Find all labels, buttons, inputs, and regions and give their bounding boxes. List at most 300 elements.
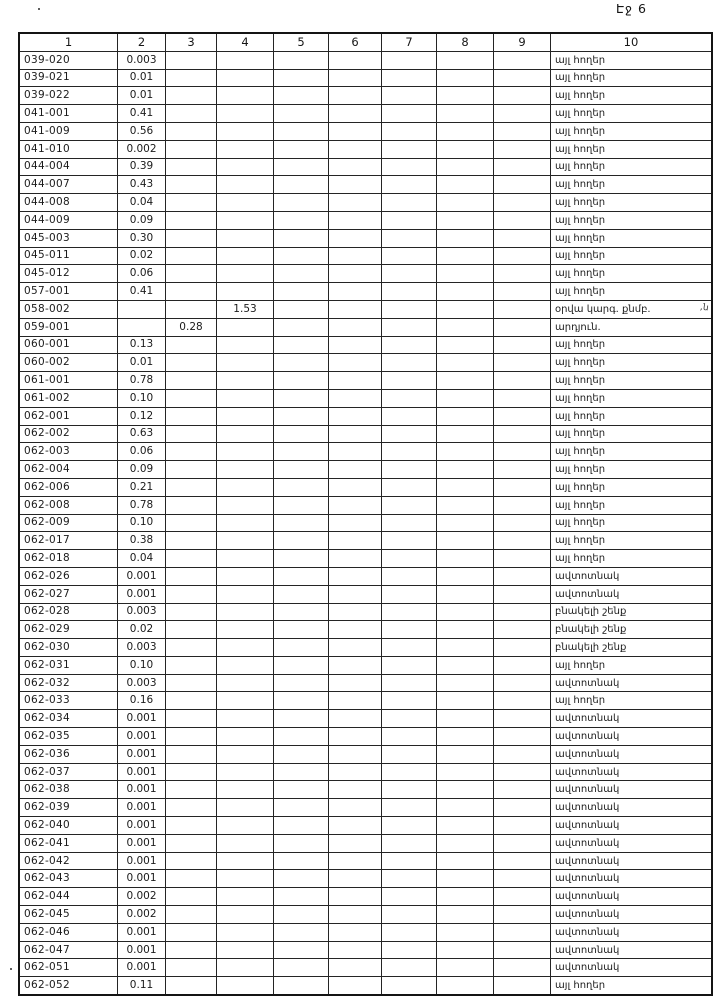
value-cell: [494, 550, 551, 568]
value-cell: [382, 674, 437, 692]
value-cell: [217, 176, 274, 194]
value-cell: [166, 763, 217, 781]
value-cell: [166, 300, 217, 318]
description-cell: այլ հողեր: [551, 461, 713, 479]
value-cell: [217, 888, 274, 906]
value-cell: [494, 710, 551, 728]
value-cell: 0.001: [118, 923, 166, 941]
value-cell: [274, 923, 329, 941]
value-cell: [166, 514, 217, 532]
value-cell: [274, 977, 329, 995]
value-cell: [166, 425, 217, 443]
value-cell: [166, 603, 217, 621]
value-cell: 0.01: [118, 354, 166, 372]
value-cell: [217, 585, 274, 603]
value-cell: [437, 799, 494, 817]
value-cell: [217, 158, 274, 176]
value-cell: [437, 176, 494, 194]
value-cell: [382, 834, 437, 852]
value-cell: [166, 959, 217, 977]
value-cell: [274, 318, 329, 336]
description-cell: այլ հողեր: [551, 514, 713, 532]
code-cell: 060-001: [19, 336, 118, 354]
table-row: [19, 567, 712, 585]
value-cell: [217, 443, 274, 461]
description-cell: այլ հողեր: [551, 69, 713, 87]
code-cell: 062-036: [19, 745, 118, 763]
value-cell: 0.003: [118, 639, 166, 657]
code-cell: 059-001: [19, 318, 118, 336]
code-cell: 045-012: [19, 265, 118, 283]
value-cell: [437, 247, 494, 265]
value-cell: [217, 834, 274, 852]
value-cell: [166, 550, 217, 568]
value-cell: [382, 300, 437, 318]
value-cell: [274, 372, 329, 390]
value-cell: [274, 888, 329, 906]
value-cell: [437, 122, 494, 140]
value-cell: [494, 603, 551, 621]
value-cell: 0.28: [166, 318, 217, 336]
code-cell: 058-002: [19, 300, 118, 318]
value-cell: [494, 283, 551, 301]
code-cell: 062-040: [19, 817, 118, 835]
value-cell: [329, 585, 382, 603]
description-cell: ավտոտնակ: [551, 888, 713, 906]
value-cell: [494, 425, 551, 443]
value-cell: [217, 318, 274, 336]
value-cell: 0.16: [118, 692, 166, 710]
value-cell: [382, 372, 437, 390]
value-cell: [329, 389, 382, 407]
value-cell: [437, 817, 494, 835]
value-cell: [382, 69, 437, 87]
code-cell: 039-021: [19, 69, 118, 87]
table-row: [19, 692, 712, 710]
description-cell: ավտոտնակ: [551, 710, 713, 728]
description-cell: այլ հողեր: [551, 194, 713, 212]
table-row: [19, 425, 712, 443]
value-cell: [217, 229, 274, 247]
code-cell: 039-022: [19, 87, 118, 105]
value-cell: [494, 461, 551, 479]
value-cell: [437, 211, 494, 229]
value-cell: [217, 621, 274, 639]
code-cell: 062-047: [19, 941, 118, 959]
table-row: [19, 211, 712, 229]
value-cell: [166, 372, 217, 390]
table-row: [19, 300, 712, 318]
description-cell: այլ հողեր: [551, 140, 713, 158]
table-row: [19, 870, 712, 888]
value-cell: 0.10: [118, 389, 166, 407]
value-cell: [494, 532, 551, 550]
value-cell: 0.38: [118, 532, 166, 550]
code-cell: 062-009: [19, 514, 118, 532]
description-cell: այլ հողեր: [551, 407, 713, 425]
value-cell: [274, 158, 329, 176]
code-cell: 062-033: [19, 692, 118, 710]
description-cell: ավտոտնակ: [551, 585, 713, 603]
value-cell: [382, 728, 437, 746]
value-cell: [329, 834, 382, 852]
value-cell: [494, 745, 551, 763]
value-cell: [166, 407, 217, 425]
value-cell: [166, 923, 217, 941]
description-cell: այլ հողեր: [551, 692, 713, 710]
value-cell: [494, 211, 551, 229]
table-row: [19, 888, 712, 906]
value-cell: [166, 176, 217, 194]
description-cell: այլ հողեր: [551, 372, 713, 390]
value-cell: [329, 407, 382, 425]
value-cell: [382, 407, 437, 425]
description-cell: օրվա կարգ. քնմբ.: [551, 300, 713, 318]
table-row: [19, 122, 712, 140]
table-row: [19, 603, 712, 621]
code-cell: 041-009: [19, 122, 118, 140]
value-cell: [166, 906, 217, 924]
table-row: [19, 817, 712, 835]
description-cell: այլ հողեր: [551, 122, 713, 140]
table-row: [19, 194, 712, 212]
value-cell: [274, 621, 329, 639]
value-cell: [274, 300, 329, 318]
value-cell: [329, 318, 382, 336]
value-cell: [217, 799, 274, 817]
value-cell: [217, 550, 274, 568]
value-cell: 0.003: [118, 603, 166, 621]
value-cell: [382, 140, 437, 158]
value-cell: [494, 514, 551, 532]
value-cell: [437, 283, 494, 301]
description-cell: ավտոտնակ: [551, 906, 713, 924]
value-cell: [437, 585, 494, 603]
value-cell: [274, 247, 329, 265]
value-cell: [217, 51, 274, 69]
value-cell: [382, 229, 437, 247]
code-cell: 039-020: [19, 51, 118, 69]
table-row: [19, 834, 712, 852]
value-cell: [274, 817, 329, 835]
value-cell: 0.78: [118, 372, 166, 390]
value-cell: [274, 870, 329, 888]
code-cell: 062-037: [19, 763, 118, 781]
table-row: [19, 550, 712, 568]
value-cell: [382, 639, 437, 657]
code-cell: 062-051: [19, 959, 118, 977]
value-cell: [166, 229, 217, 247]
value-cell: [494, 674, 551, 692]
value-cell: [166, 140, 217, 158]
column-header: 7: [382, 33, 437, 51]
value-cell: [329, 906, 382, 924]
value-cell: [217, 283, 274, 301]
value-cell: 0.01: [118, 69, 166, 87]
value-cell: [494, 799, 551, 817]
value-cell: [274, 514, 329, 532]
code-cell: 062-008: [19, 496, 118, 514]
value-cell: [437, 621, 494, 639]
value-cell: [437, 941, 494, 959]
value-cell: [217, 870, 274, 888]
description-cell: ավտոտնակ: [551, 763, 713, 781]
value-cell: 0.02: [118, 621, 166, 639]
value-cell: [274, 532, 329, 550]
value-cell: [494, 389, 551, 407]
value-cell: [166, 158, 217, 176]
value-cell: 0.001: [118, 763, 166, 781]
value-cell: [217, 87, 274, 105]
value-cell: [494, 87, 551, 105]
value-cell: [494, 318, 551, 336]
handwritten-margin-note: ,ն: [699, 302, 710, 314]
value-cell: [382, 888, 437, 906]
code-cell: 062-035: [19, 728, 118, 746]
value-cell: [274, 745, 329, 763]
value-cell: [494, 763, 551, 781]
value-cell: [217, 710, 274, 728]
value-cell: [274, 336, 329, 354]
page-number-label: Էջ 6: [616, 1, 647, 16]
code-cell: 062-044: [19, 888, 118, 906]
value-cell: [329, 300, 382, 318]
value-cell: [437, 710, 494, 728]
value-cell: 0.41: [118, 283, 166, 301]
value-cell: [494, 51, 551, 69]
value-cell: [217, 425, 274, 443]
value-cell: 0.11: [118, 977, 166, 995]
scan-speck: [10, 968, 12, 970]
value-cell: [274, 389, 329, 407]
value-cell: [166, 728, 217, 746]
code-cell: 062-041: [19, 834, 118, 852]
value-cell: 0.001: [118, 959, 166, 977]
value-cell: 0.39: [118, 158, 166, 176]
value-cell: [494, 906, 551, 924]
value-cell: 0.003: [118, 674, 166, 692]
value-cell: 0.21: [118, 478, 166, 496]
value-cell: [217, 514, 274, 532]
value-cell: [437, 158, 494, 176]
table-row: [19, 959, 712, 977]
value-cell: [329, 283, 382, 301]
value-cell: [437, 763, 494, 781]
code-cell: 041-010: [19, 140, 118, 158]
value-cell: [437, 229, 494, 247]
column-header: 9: [494, 33, 551, 51]
description-cell: այլ հողեր: [551, 283, 713, 301]
value-cell: [382, 105, 437, 123]
table-row: [19, 265, 712, 283]
table-row: [19, 407, 712, 425]
value-cell: [274, 69, 329, 87]
value-cell: [166, 211, 217, 229]
value-cell: [329, 194, 382, 212]
value-cell: [382, 585, 437, 603]
value-cell: [217, 372, 274, 390]
value-cell: [329, 888, 382, 906]
value-cell: [166, 336, 217, 354]
value-cell: [382, 158, 437, 176]
value-cell: [329, 656, 382, 674]
value-cell: [437, 906, 494, 924]
value-cell: 0.001: [118, 799, 166, 817]
value-cell: 0.09: [118, 211, 166, 229]
value-cell: [274, 941, 329, 959]
value-cell: [274, 407, 329, 425]
column-header: 2: [118, 33, 166, 51]
value-cell: [274, 834, 329, 852]
value-cell: [437, 923, 494, 941]
table-row: [19, 852, 712, 870]
value-cell: [494, 941, 551, 959]
value-cell: [217, 407, 274, 425]
value-cell: [494, 834, 551, 852]
description-cell: այլ հողեր: [551, 336, 713, 354]
value-cell: [166, 621, 217, 639]
value-cell: [494, 372, 551, 390]
value-cell: [329, 852, 382, 870]
value-cell: [437, 105, 494, 123]
value-cell: [382, 692, 437, 710]
value-cell: [217, 692, 274, 710]
code-cell: 062-001: [19, 407, 118, 425]
description-cell: ավտոտնակ: [551, 674, 713, 692]
value-cell: [494, 621, 551, 639]
value-cell: [494, 639, 551, 657]
value-cell: [329, 51, 382, 69]
table-row: [19, 674, 712, 692]
value-cell: [217, 69, 274, 87]
description-cell: այլ հողեր: [551, 550, 713, 568]
value-cell: [166, 283, 217, 301]
value-cell: [217, 354, 274, 372]
value-cell: [329, 336, 382, 354]
value-cell: [437, 87, 494, 105]
value-cell: [217, 211, 274, 229]
description-cell: ավտոտնակ: [551, 728, 713, 746]
value-cell: [217, 389, 274, 407]
table-row: [19, 140, 712, 158]
description-cell: բնակելի շենք: [551, 621, 713, 639]
value-cell: [382, 745, 437, 763]
value-cell: 0.001: [118, 745, 166, 763]
value-cell: [494, 728, 551, 746]
table-row: [19, 318, 712, 336]
value-cell: [166, 194, 217, 212]
value-cell: [494, 567, 551, 585]
code-cell: 044-007: [19, 176, 118, 194]
value-cell: [329, 870, 382, 888]
code-cell: 062-052: [19, 977, 118, 995]
value-cell: [437, 407, 494, 425]
value-cell: [217, 763, 274, 781]
value-cell: [382, 906, 437, 924]
value-cell: [382, 763, 437, 781]
value-cell: [274, 354, 329, 372]
value-cell: [382, 51, 437, 69]
value-cell: [437, 532, 494, 550]
value-cell: [217, 781, 274, 799]
value-cell: [166, 247, 217, 265]
description-cell: ավտոտնակ: [551, 745, 713, 763]
value-cell: [494, 959, 551, 977]
description-cell: այլ հողեր: [551, 176, 713, 194]
description-cell: այլ հողեր: [551, 51, 713, 69]
value-cell: [274, 283, 329, 301]
value-cell: [382, 211, 437, 229]
value-cell: 0.06: [118, 265, 166, 283]
value-cell: [494, 122, 551, 140]
value-cell: [494, 656, 551, 674]
table-row: [19, 389, 712, 407]
table-row: [19, 763, 712, 781]
value-cell: 0.12: [118, 407, 166, 425]
value-cell: 0.09: [118, 461, 166, 479]
value-cell: [494, 336, 551, 354]
table-row: [19, 728, 712, 746]
table-row: [19, 496, 712, 514]
value-cell: 0.002: [118, 888, 166, 906]
value-cell: [437, 639, 494, 657]
value-cell: [166, 799, 217, 817]
value-cell: [166, 51, 217, 69]
value-cell: [329, 229, 382, 247]
value-cell: [274, 906, 329, 924]
value-cell: [329, 674, 382, 692]
value-cell: [274, 425, 329, 443]
value-cell: [329, 140, 382, 158]
value-cell: [217, 603, 274, 621]
value-cell: [166, 656, 217, 674]
value-cell: [166, 443, 217, 461]
value-cell: [382, 194, 437, 212]
description-cell: այլ հողեր: [551, 425, 713, 443]
value-cell: [437, 692, 494, 710]
value-cell: [437, 834, 494, 852]
value-cell: [217, 140, 274, 158]
value-cell: 0.001: [118, 852, 166, 870]
value-cell: [274, 51, 329, 69]
value-cell: [382, 496, 437, 514]
value-cell: [166, 977, 217, 995]
column-header: 3: [166, 33, 217, 51]
code-cell: 062-046: [19, 923, 118, 941]
value-cell: [329, 443, 382, 461]
value-cell: [494, 888, 551, 906]
description-cell: այլ հողեր: [551, 478, 713, 496]
code-cell: 062-030: [19, 639, 118, 657]
value-cell: [437, 567, 494, 585]
value-cell: [274, 105, 329, 123]
value-cell: [329, 265, 382, 283]
description-cell: այլ հողեր: [551, 389, 713, 407]
value-cell: [382, 461, 437, 479]
column-header: 4: [217, 33, 274, 51]
value-cell: [329, 105, 382, 123]
value-cell: [217, 496, 274, 514]
value-cell: [166, 888, 217, 906]
value-cell: [382, 941, 437, 959]
value-cell: [437, 656, 494, 674]
value-cell: [382, 710, 437, 728]
value-cell: [494, 105, 551, 123]
table-row: [19, 443, 712, 461]
value-cell: [437, 478, 494, 496]
table-row: [19, 941, 712, 959]
description-cell: այլ հողեր: [551, 977, 713, 995]
